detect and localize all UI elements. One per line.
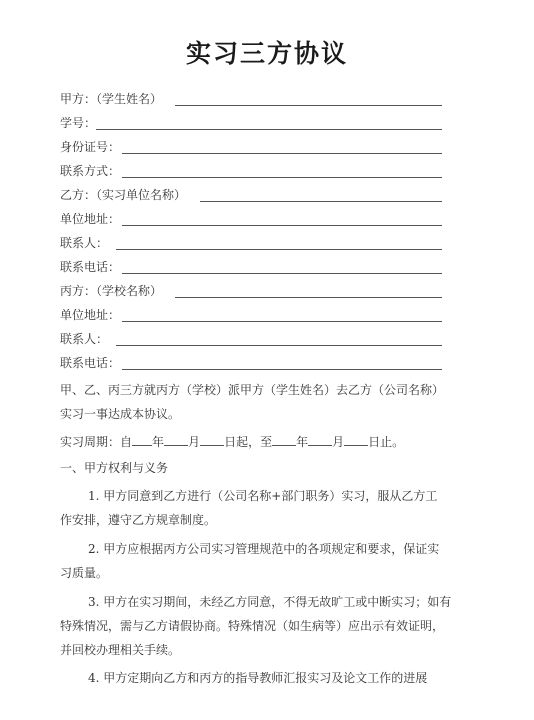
fill-line[interactable] (122, 225, 442, 226)
year-blank[interactable] (132, 432, 152, 446)
fill-line[interactable] (96, 129, 442, 130)
field-label: 甲方：（学生姓名） (60, 92, 163, 106)
fill-line[interactable] (122, 273, 442, 274)
fill-line[interactable] (175, 105, 442, 106)
period-month: 月 (332, 435, 345, 449)
field-label: 丙方：（学校名称） (60, 284, 163, 298)
intro-line: 甲、乙、丙三方就丙方（学校）派甲方（学生姓名）去乙方（公司名称） (60, 383, 445, 397)
field-label: 单位地址： (60, 308, 121, 322)
fill-line[interactable] (116, 345, 442, 346)
clause-line: 习质量。 (60, 566, 109, 580)
field-school-phone (60, 354, 120, 372)
field-school-name (60, 282, 162, 300)
period-day: 日起， (224, 435, 261, 449)
section-heading: 一、甲方权利与义务 (60, 461, 169, 475)
field-student-id (60, 114, 96, 132)
clause-line: 4. 甲方定期向乙方和丙方的指导教师汇报实习及论文工作的进展 (88, 671, 428, 685)
period-month: 月 (188, 435, 201, 449)
month-blank[interactable] (308, 432, 332, 446)
fill-line[interactable] (122, 321, 442, 322)
period-year: 年 (296, 435, 309, 449)
field-label: 单位地址： (60, 212, 121, 226)
field-label: 联系电话： (60, 260, 121, 274)
field-company-contact (60, 234, 108, 252)
fill-line[interactable] (175, 297, 442, 298)
month-blank[interactable] (164, 432, 188, 446)
field-student-name (60, 90, 162, 108)
day-blank[interactable] (200, 432, 224, 446)
field-id-number (60, 138, 120, 156)
period-label: 实习周期： (60, 435, 121, 449)
field-label: 身份证号： (60, 140, 121, 154)
internship-period (60, 432, 404, 451)
document-title: 实习三方协议 (185, 39, 348, 68)
field-label: 联系方式： (60, 164, 121, 178)
clause-line: 并回校办理相关手续。 (60, 643, 181, 657)
clause-line: 1. 甲方同意到乙方进行（公司名称+部门职务）实习，服从乙方工 (88, 489, 438, 503)
fill-line[interactable] (122, 153, 442, 154)
day-blank[interactable] (344, 432, 368, 446)
clause-line: 特殊情况，需与乙方请假协商。特殊情况（如生病等）应出示有效证明， (60, 619, 445, 633)
clause-line: 3. 甲方在实习期间，未经乙方同意，不得无故旷工或中断实习；如有 (88, 595, 452, 609)
field-label: 联系人： (60, 332, 109, 346)
field-company-phone (60, 258, 120, 276)
fill-line[interactable] (116, 249, 442, 250)
clause-line: 作安排，遵守乙方规章制度。 (60, 513, 217, 527)
fill-line[interactable] (122, 369, 442, 370)
period-year: 年 (152, 435, 165, 449)
fill-line[interactable] (200, 201, 442, 202)
clause-line: 2. 甲方应根据丙方公司实习管理规范中的各项规定和要求，保证实 (88, 542, 440, 556)
field-label: 乙方：（实习单位名称） (60, 188, 187, 202)
field-company-name (60, 186, 186, 204)
field-school-address (60, 306, 120, 324)
field-contact (60, 162, 120, 180)
field-company-address (60, 210, 120, 228)
fill-line[interactable] (122, 177, 442, 178)
field-label: 学号： (60, 116, 97, 130)
period-from: 自 (120, 435, 133, 449)
period-day: 日止。 (368, 435, 405, 449)
field-school-contact (60, 330, 108, 348)
field-label: 联系电话： (60, 356, 121, 370)
field-label: 联系人： (60, 236, 109, 250)
intro-line: 实习一事达成本协议。 (60, 407, 181, 421)
period-to: 至 (260, 435, 273, 449)
year-blank[interactable] (272, 432, 296, 446)
